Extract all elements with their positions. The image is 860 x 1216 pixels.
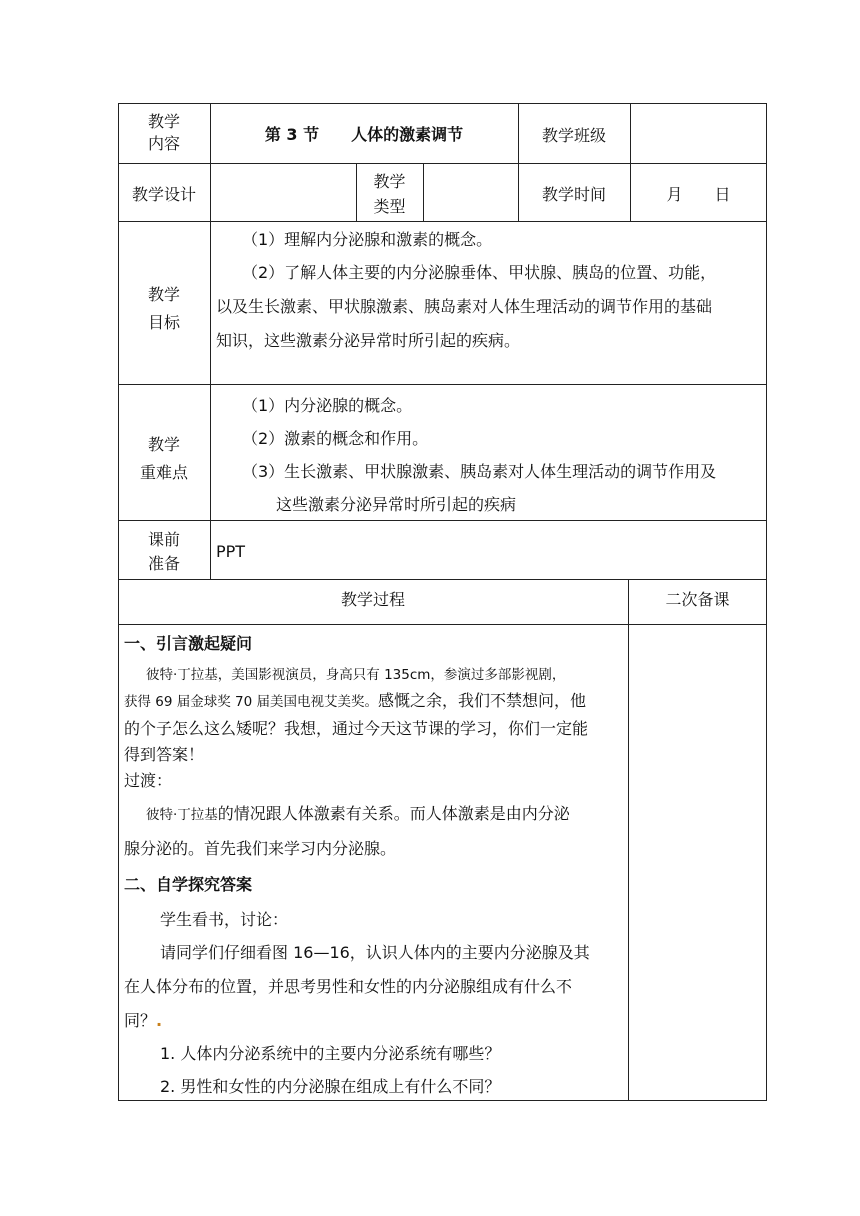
col-divider <box>423 163 424 221</box>
goal-item: 以及生长激素、甲状腺激素、胰岛素对人体生理活动的调节作用的基础 <box>216 297 713 316</box>
type-label: 教学 <box>373 172 406 191</box>
transition-text: 腺分泌的。首先我们来学习内分泌腺。 <box>124 839 397 858</box>
goals-label: 目标 <box>147 313 180 332</box>
row-divider <box>118 624 767 625</box>
transition-text <box>146 803 570 826</box>
row-divider <box>118 384 767 385</box>
transition-rest: 的情况跟人体激素有关系。而人体激素是由内分泌 <box>217 804 570 823</box>
goals-label: 教学 <box>147 285 180 304</box>
look-instruction: 请同学们仔细看图 16—16，认识人体内的主要内分泌腺及其 <box>160 943 590 962</box>
key-point-item: 这些激素分泌异常时所引起的疾病 <box>276 495 517 514</box>
key-points-label: 重难点 <box>139 463 188 482</box>
transition-label: 过渡： <box>124 771 173 790</box>
content-label: 教学 <box>147 112 180 131</box>
prep-label: 准备 <box>147 554 180 573</box>
lesson-title: 第 3 节 人体的激素调节 <box>264 125 464 144</box>
time-label: 教学时间 <box>541 185 606 204</box>
goal-item: （2）了解人体主要的内分泌腺垂体、甲状腺、胰岛的位置、功能， <box>242 263 717 282</box>
transition-name: 彼特·丁拉基 <box>146 807 218 823</box>
type-label: 类型 <box>373 197 406 216</box>
intro-award-text: 获得 69 届金球奖 70 届美国电视艾美奖。 <box>124 694 379 710</box>
col-divider <box>210 103 211 579</box>
look-instruction: 在人体分布的位置，并思考男性和女性的内分泌腺组成有什么不 <box>124 977 573 996</box>
question-item: 2. 男性和女性的内分泌腺在组成上有什么不同？ <box>160 1077 501 1096</box>
prep-value: PPT <box>216 542 246 561</box>
class-label: 教学班级 <box>541 126 606 145</box>
design-label: 教学设计 <box>131 185 196 204</box>
intro-text: 的个子怎么这么矮呢？我想，通过今天这节课的学习，你们一定能 <box>124 719 589 738</box>
content-label: 内容 <box>147 134 180 153</box>
intro-text: 得到答案！ <box>124 745 205 764</box>
goal-item: （1）理解内分泌腺和激素的概念。 <box>242 230 493 249</box>
look-instruction-end: 同？ <box>124 1011 157 1030</box>
key-point-item: （3）生长激素、甲状腺激素、胰岛素对人体生理活动的调节作用及 <box>242 462 717 481</box>
question-item: 1. 人体内分泌系统中的主要内分泌系统有哪些？ <box>160 1044 501 1063</box>
row-divider <box>118 163 767 164</box>
intro-text <box>124 690 586 713</box>
side-header: 二次备课 <box>665 590 730 609</box>
prep-label: 课前 <box>147 530 180 549</box>
key-points-label: 教学 <box>147 435 180 454</box>
time-value: 月 日 <box>666 185 731 204</box>
row-divider <box>118 221 767 222</box>
stray-dot: . <box>156 1011 163 1030</box>
goal-item: 知识，这些激素分泌异常时所引起的疾病。 <box>216 331 521 350</box>
key-point-item: （2）激素的概念和作用。 <box>242 429 429 448</box>
col-divider <box>628 579 629 1101</box>
read-instruction: 学生看书，讨论： <box>160 910 289 929</box>
intro-text: 彼特·丁拉基，美国影视演员，身高只有 135cm，参演过多部影视剧， <box>146 667 566 683</box>
row-divider <box>118 520 767 521</box>
intro-question-text: 感慨之余，我们不禁想问，他 <box>378 691 587 710</box>
section-title: 一、引言激起疑问 <box>124 634 253 653</box>
process-header: 教学过程 <box>340 590 405 609</box>
key-point-item: （1）内分泌腺的概念。 <box>242 396 413 415</box>
look-instruction <box>124 1010 162 1032</box>
section-title: 二、自学探究答案 <box>124 875 253 894</box>
row-divider <box>118 579 767 580</box>
